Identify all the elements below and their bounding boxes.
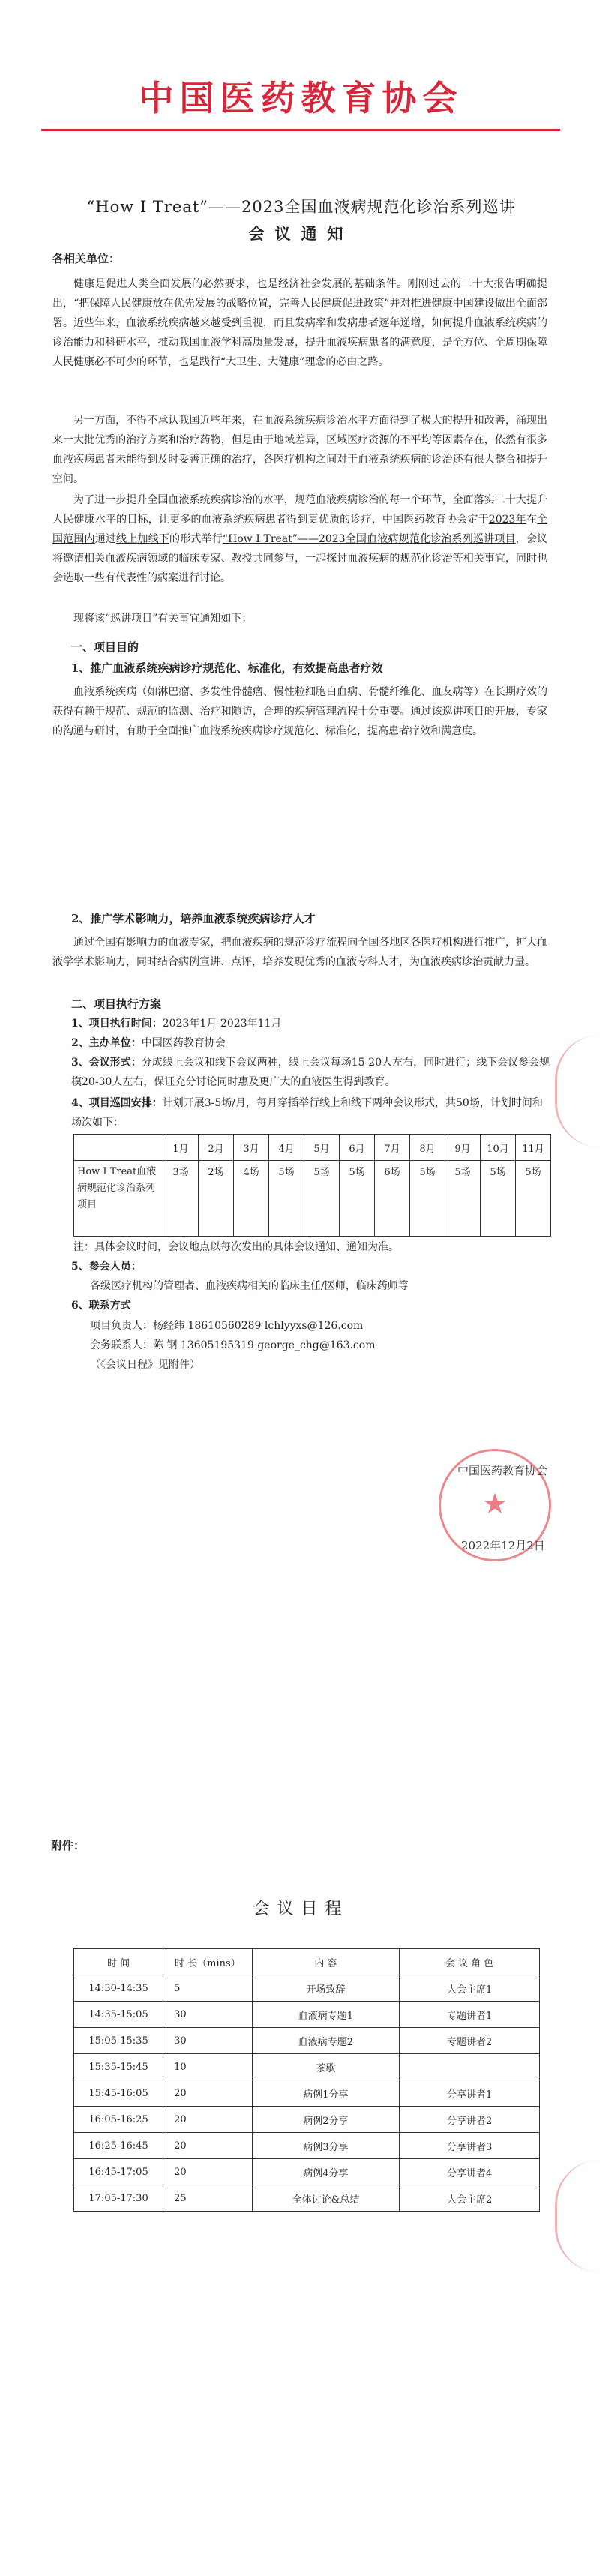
seal-star-icon: ★ — [482, 1487, 508, 1520]
plan-project-name: How I Treat血液病规范化诊治系列项目 — [74, 1161, 163, 1237]
plan-month: 10月 — [481, 1135, 516, 1161]
attachment-reference: （《会议日程》见附件） — [90, 1359, 200, 1371]
agenda-duration: 20 — [163, 2159, 253, 2185]
agenda-role: 大会主席1 — [400, 1975, 540, 2002]
section1-sub1-body: 血液系统疾病（如淋巴瘤、多发性骨髓瘤、慢性粒细胞白血病、骨髓纤维化、血友病等）在长期疗效的获得有赖于规范、规范的监测、治疗和随访，合理的疾病管理流程十分重要。通过该巡讲项目的开展，专家的沟通与研讨，有助于全面推广血液系统疾病诊疗规范化、标准化，提高患者疗效和满意度。 — [52, 686, 547, 737]
agenda-duration: 30 — [163, 2002, 253, 2028]
plan-table-header-row — [74, 1135, 551, 1161]
plan-count: 5场 — [481, 1161, 516, 1237]
org-letterhead: 中国医药教育协会 — [139, 78, 463, 118]
plan-month: 5月 — [304, 1135, 340, 1161]
plan-month: 9月 — [445, 1135, 481, 1161]
contact-project-lead: 项目负责人：杨经纬 18610560289 lchlyyxs@126.com — [90, 1320, 364, 1332]
attendees-title: 5、参会人员： — [71, 1261, 142, 1273]
document-title: “How I Treat”——2023全国血液病规范化诊治系列巡讲 — [86, 198, 516, 216]
agenda-content: 病例3分享 — [252, 2133, 400, 2159]
agenda-time: 14:35-15:05 — [74, 2002, 163, 2028]
agenda-title: 会议日程 — [253, 1900, 349, 1918]
agenda-role: 大会主席2 — [400, 2185, 540, 2212]
agenda-row — [74, 2054, 540, 2080]
plan-count: 4场 — [234, 1161, 269, 1237]
signature-org: 中国医药教育协会 — [457, 1464, 548, 1477]
agenda-row — [74, 2185, 540, 2212]
agenda-time: 16:05-16:25 — [74, 2107, 163, 2133]
plan-count: 5场 — [445, 1161, 481, 1237]
intro-paragraph-4: 现将该“巡讲项目”有关事宜通知如下： — [73, 613, 253, 625]
salutation: 各相关单位： — [52, 252, 121, 265]
agenda-duration: 25 — [163, 2185, 253, 2212]
letterhead-divider — [41, 129, 560, 131]
agenda-time: 16:25-16:45 — [74, 2133, 163, 2159]
agenda-table — [73, 1948, 540, 2212]
agenda-row — [74, 2159, 540, 2185]
agenda-role: 专题讲者2 — [400, 2028, 540, 2054]
agenda-time: 14:30-14:35 — [74, 1975, 163, 2002]
agenda-row — [74, 1975, 540, 2002]
meeting-form: 3、会议形式：分成线上会议和线下会议两种，线上会议每场15-20人左右，同时进行；线下会议参会规模20-30人左右，保证充分讨论同时惠及更广大的血液医生得到教育。 — [71, 1057, 550, 1088]
plan-count: 5场 — [410, 1161, 445, 1237]
agenda-time: 15:45-16:05 — [74, 2080, 163, 2107]
attachment-label: 附件： — [51, 1839, 85, 1852]
intro-paragraph-2: 另一方面，不得不承认我国近些年来，在血液系统疾病诊治水平方面得到了极大的提升和改善，涌现出来一大批优秀的治疗方案和治疗药物，但是由于地域差异，区域医疗资源的不平均等因素存在，依然有很多血液疾病患者未能得到及时妥善正确的治疗，各医疗机构之间对于血液系统疾病的诊治还有很大整合和提升空间。 — [52, 415, 547, 485]
agenda-header-cell: 内 容 — [252, 1949, 400, 1975]
agenda-role — [400, 2054, 540, 2080]
agenda-role: 分享讲者1 — [400, 2080, 540, 2107]
agenda-content: 开场致辞 — [252, 1975, 400, 2002]
agenda-role: 专题讲者1 — [400, 2002, 540, 2028]
plan-count: 5场 — [304, 1161, 340, 1237]
attendees-body: 各级医疗机构的管理者、血液疾病相关的临床主任/医师，临床药师等 — [90, 1280, 409, 1292]
agenda-row — [74, 2107, 540, 2133]
plan-month: 3月 — [234, 1135, 269, 1161]
intro-paragraph-3: 为了进一步提升全国血液系统疾病诊治的水平，规范血液疾病诊治的每一个环节，全面落实二十大提升人民健康水平的目标，让更多的血液系统疾病患者得到更优质的诊疗，中国医药教育协会定于2023年在全国范围内通过线上加线下的形式举行“How I Treat”——2023全国血液病规范化诊治系列巡讲项目，会议将邀请相关血液疾病领域的临床专家、教授共同参与，一起探讨血液疾病的规范化诊治等相关事宜，同时也会选取一些有代表性的病案进行讨论。 — [52, 494, 548, 584]
agenda-content: 病例1分享 — [252, 2080, 400, 2107]
agenda-content: 血液病专题1 — [252, 2002, 400, 2028]
document-subtitle: 会议通知 — [248, 224, 354, 243]
plan-count: 3场 — [163, 1161, 199, 1237]
agenda-duration: 20 — [163, 2080, 253, 2107]
signature-date: 2022年12月2日 — [461, 1539, 545, 1552]
agenda-header-cell: 会 议 角 色 — [400, 1949, 540, 1975]
agenda-header-row — [74, 1949, 540, 1975]
plan-note: 注：具体会议时间，会议地点以每次发出的具体会议通知、通知为准。 — [73, 1241, 399, 1253]
agenda-header-cell: 时 长（mins） — [163, 1949, 253, 1975]
agenda-row — [74, 2002, 540, 2028]
agenda-duration: 10 — [163, 2054, 253, 2080]
agenda-time: 17:05-17:30 — [74, 2185, 163, 2212]
agenda-time: 15:05-15:35 — [74, 2028, 163, 2054]
tour-plan-table — [73, 1134, 551, 1237]
agenda-content: 茶歇 — [252, 2054, 400, 2080]
section1-sub2-title: 2、推广学术影响力，培养血液系统疾病诊疗人才 — [71, 912, 316, 925]
plan-month: 6月 — [340, 1135, 375, 1161]
plan-month: 7月 — [375, 1135, 410, 1161]
plan-month: 4月 — [269, 1135, 304, 1161]
section1-sub2-body: 通过全国有影响力的血液专家，把血液疾病的规范诊疗流程向全国各地区各医疗机构进行推广，扩大血液学学术影响力，同时结合病例宣讲、点评，培养发现优秀的血液专科人才，为血液疾病诊治贡献力量。 — [52, 937, 547, 968]
section1-sub1-title: 1、推广血液系统疾病诊疗规范化、标准化，有效提高患者疗效 — [71, 661, 383, 675]
plan-count: 5场 — [340, 1161, 375, 1237]
plan-month: 2月 — [199, 1135, 234, 1161]
section1-title: 一、项目目的 — [71, 640, 139, 654]
agenda-time: 16:45-17:05 — [74, 2159, 163, 2185]
agenda-content: 全体讨论&总结 — [252, 2185, 400, 2212]
host-unit: 2、主办单位：中国医药教育协会 — [71, 1037, 226, 1049]
plan-month: 11月 — [516, 1135, 551, 1161]
plan-count: 2场 — [199, 1161, 234, 1237]
intro-paragraph-1: 健康是促进人类全面发展的必然要求，也是经济社会发展的基础条件。刚刚过去的二十大报告明确提出，“把保障人民健康放在优先发展的战略位置，完善人民健康促进政策”并对推进健康中国建设做出全面部署。近些年来，血液系统疾病越来越受到重视，而且发病率和发病患者逐年递增，如何提升血液系统疾病的诊治能力和科研水平，推动我国血液学科高质量发展，提升血液疾病患者的满意度，是全方位、全周期保障人民健康必不可少的环节，也是践行“大卫生、大健康”理念的必由之路。 — [52, 278, 547, 368]
agenda-role: 分享讲者4 — [400, 2159, 540, 2185]
tour-plan: 4、项目巡回安排：计划开展3-5场/月，每月穿插举行线上和线下两种会议形式，共50场，计划时间和场次如下： — [71, 1097, 543, 1129]
agenda-header-cell: 时 间 — [74, 1949, 163, 1975]
agenda-duration: 20 — [163, 2107, 253, 2133]
agenda-role: 分享讲者2 — [400, 2107, 540, 2133]
agenda-row — [74, 2080, 540, 2107]
plan-count: 6场 — [375, 1161, 410, 1237]
contact-meeting-affairs: 会务联系人：陈 钢 13605195319 george_chg@163.com — [90, 1339, 376, 1351]
agenda-row — [74, 2133, 540, 2159]
agenda-content: 病例2分享 — [252, 2107, 400, 2133]
contact-title: 6、联系方式 — [71, 1300, 131, 1312]
agenda-content: 病例4分享 — [252, 2159, 400, 2185]
plan-table-corner — [74, 1135, 163, 1161]
exec-time: 1、项目执行时间：2023年1月-2023年11月 — [71, 1018, 282, 1030]
plan-month: 1月 — [163, 1135, 199, 1161]
plan-table-data-row — [74, 1161, 551, 1237]
plan-count: 5场 — [269, 1161, 304, 1237]
plan-count: 5场 — [516, 1161, 551, 1237]
plan-month: 8月 — [410, 1135, 445, 1161]
agenda-duration: 20 — [163, 2133, 253, 2159]
agenda-content: 血液病专题2 — [252, 2028, 400, 2054]
agenda-duration: 30 — [163, 2028, 253, 2054]
section2-title: 二、项目执行方案 — [71, 997, 162, 1011]
agenda-role: 分享讲者3 — [400, 2133, 540, 2159]
agenda-row — [74, 2028, 540, 2054]
agenda-duration: 5 — [163, 1975, 253, 2002]
agenda-time: 15:35-15:45 — [74, 2054, 163, 2080]
